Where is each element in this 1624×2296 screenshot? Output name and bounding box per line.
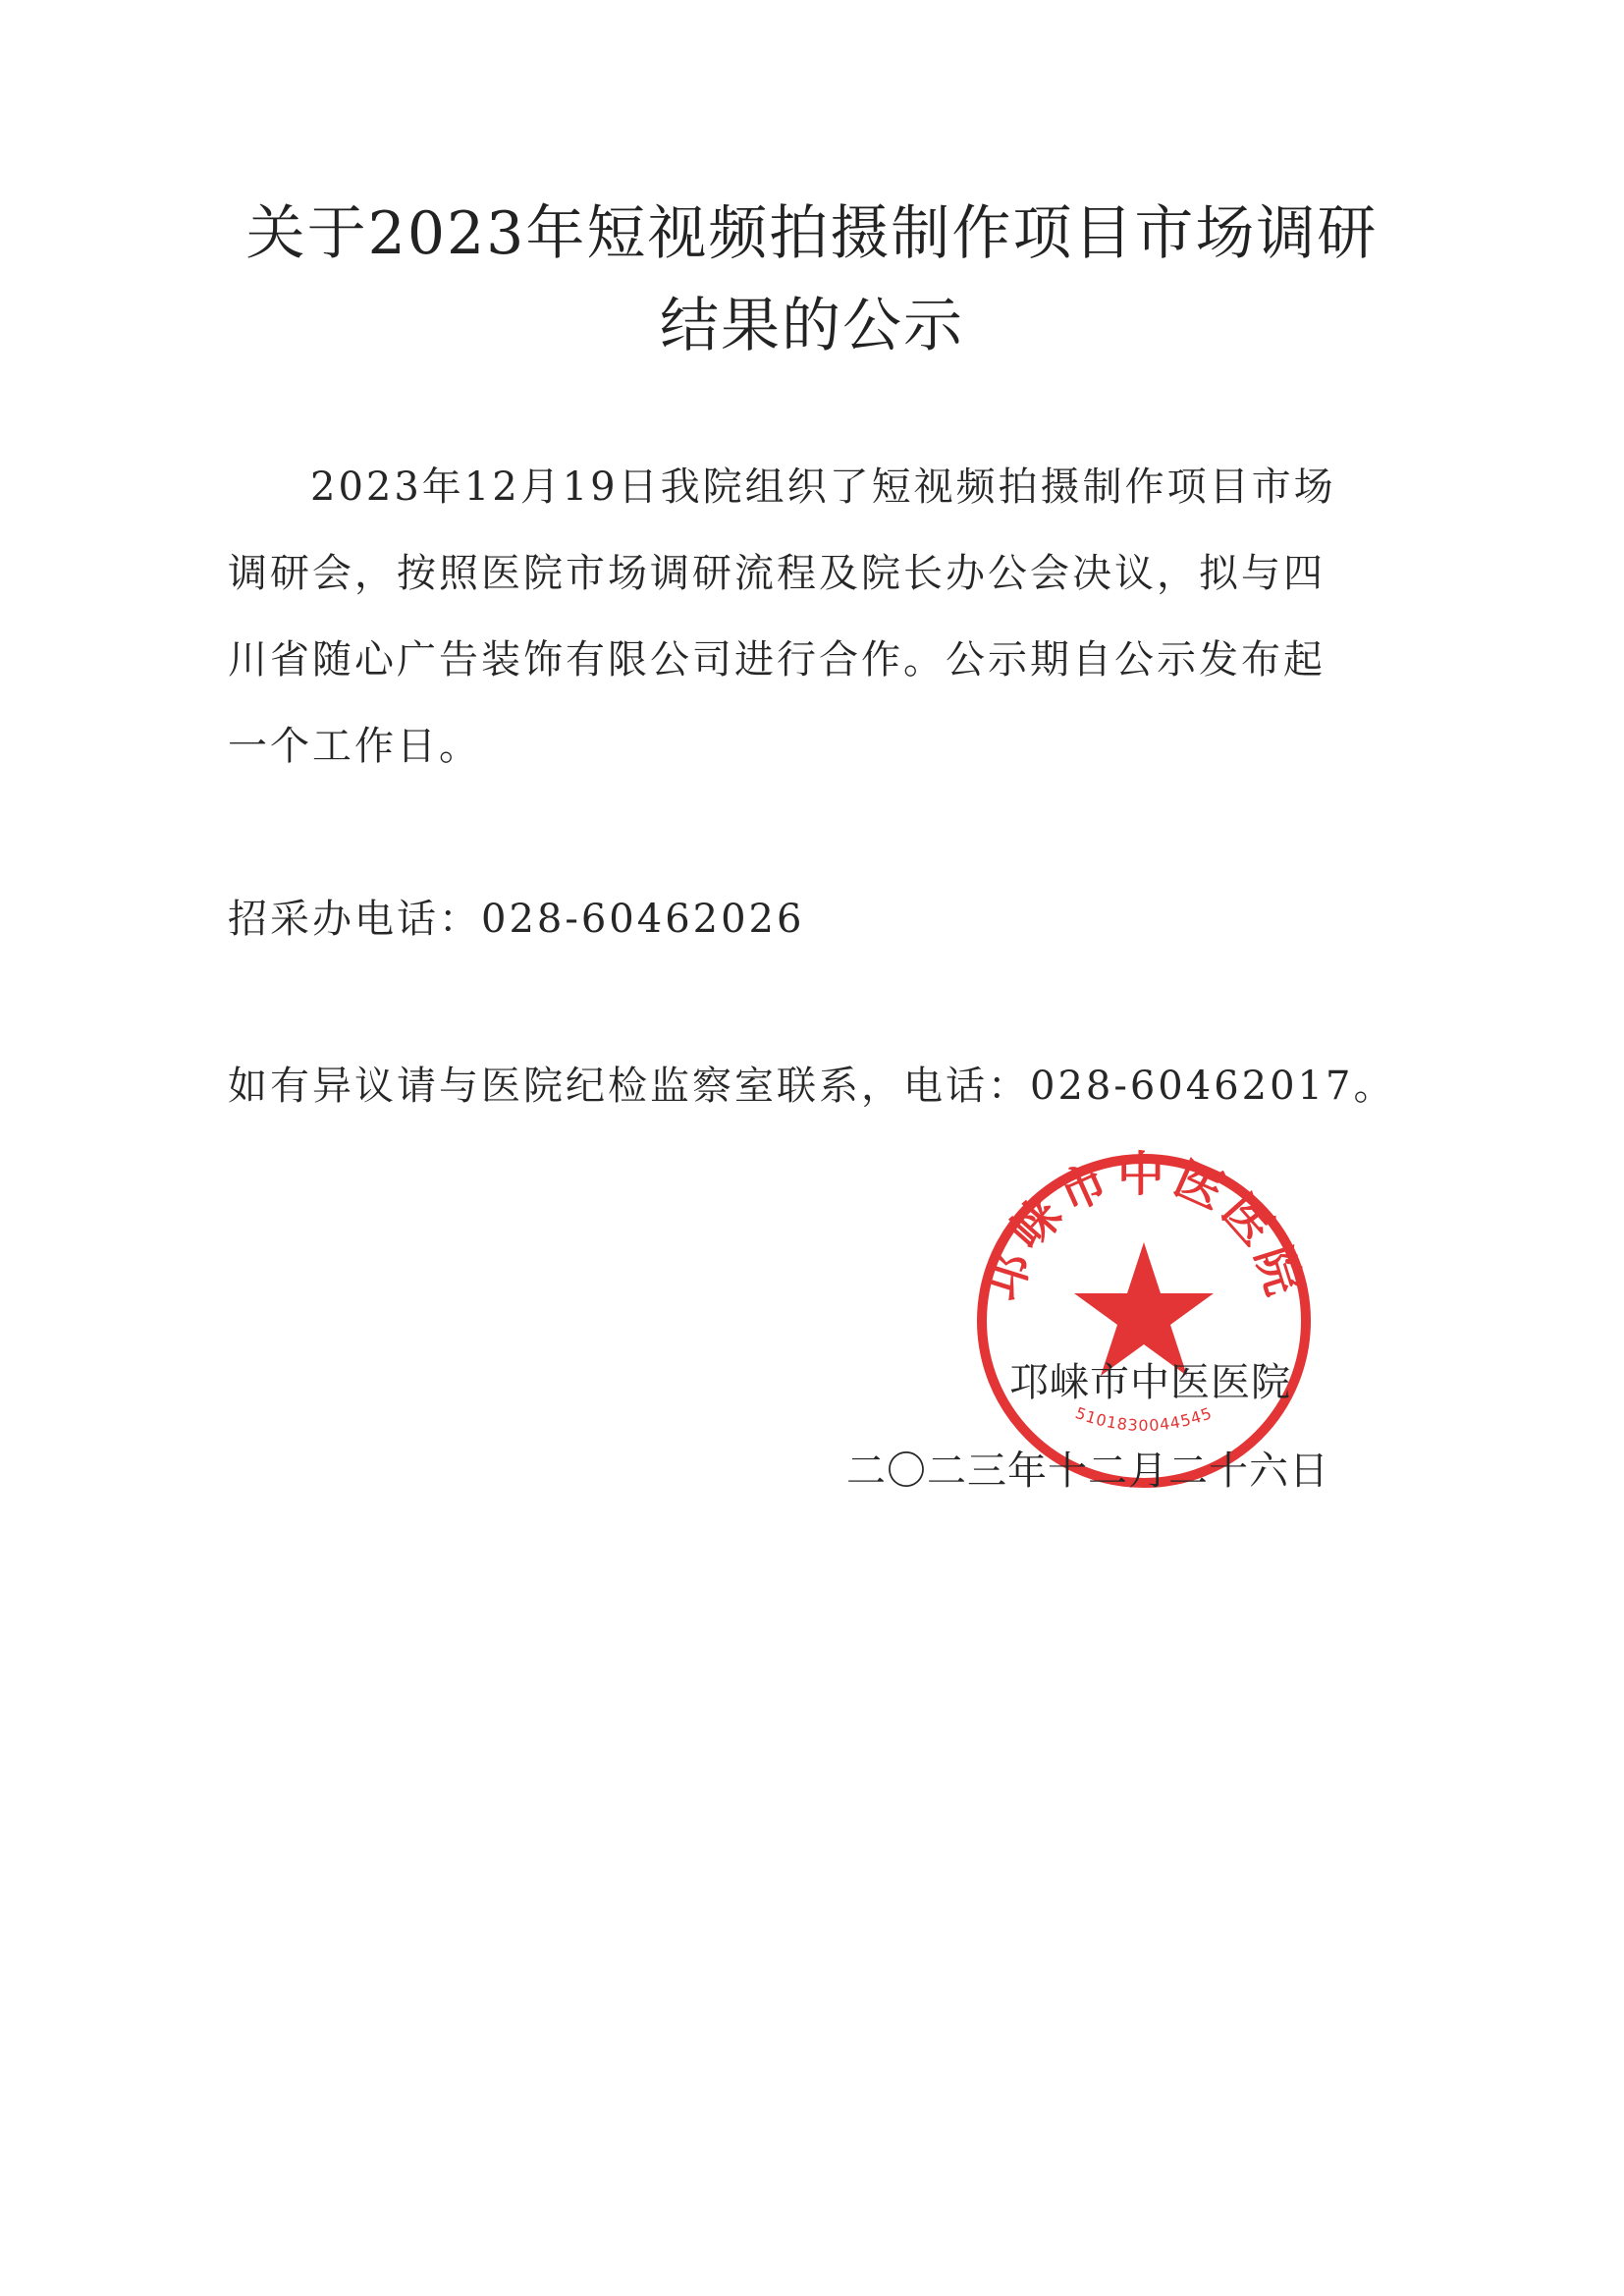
notice-title-line-2: 结果的公示: [660, 292, 964, 360]
paragraph-line: 调研会，按照医院市场调研流程及院长办公会决议，拟与四: [228, 551, 1326, 596]
procurement-phone: 招采办电话：028-60462026: [228, 897, 805, 942]
objection-contact: 如有异议请与医院纪检监察室联系，电话：028-60462017。: [228, 1064, 1396, 1109]
seal-code: 5101830044545: [1072, 1403, 1216, 1435]
paragraph-line: 一个工作日。: [228, 724, 481, 769]
notice-paragraph: [228, 444, 1367, 790]
notice-title-line-1: 关于2023年短视频拍摄制作项目市场调研: [245, 199, 1379, 268]
signature-date: 二〇二三年十二月二十六日: [846, 1449, 1329, 1494]
paragraph-line: 2023年12月19日我院组织了短视频拍摄制作项目市场: [310, 465, 1336, 510]
official-seal-icon: [972, 1149, 1316, 1493]
signature-organization: 邛崃市中医医院: [1009, 1360, 1291, 1405]
paragraph-line: 川省随心广告装饰有限公司进行合作。公示期自公示发布起: [228, 637, 1326, 683]
seal-text: 邛崃市中医医院: [974, 1149, 1314, 1307]
